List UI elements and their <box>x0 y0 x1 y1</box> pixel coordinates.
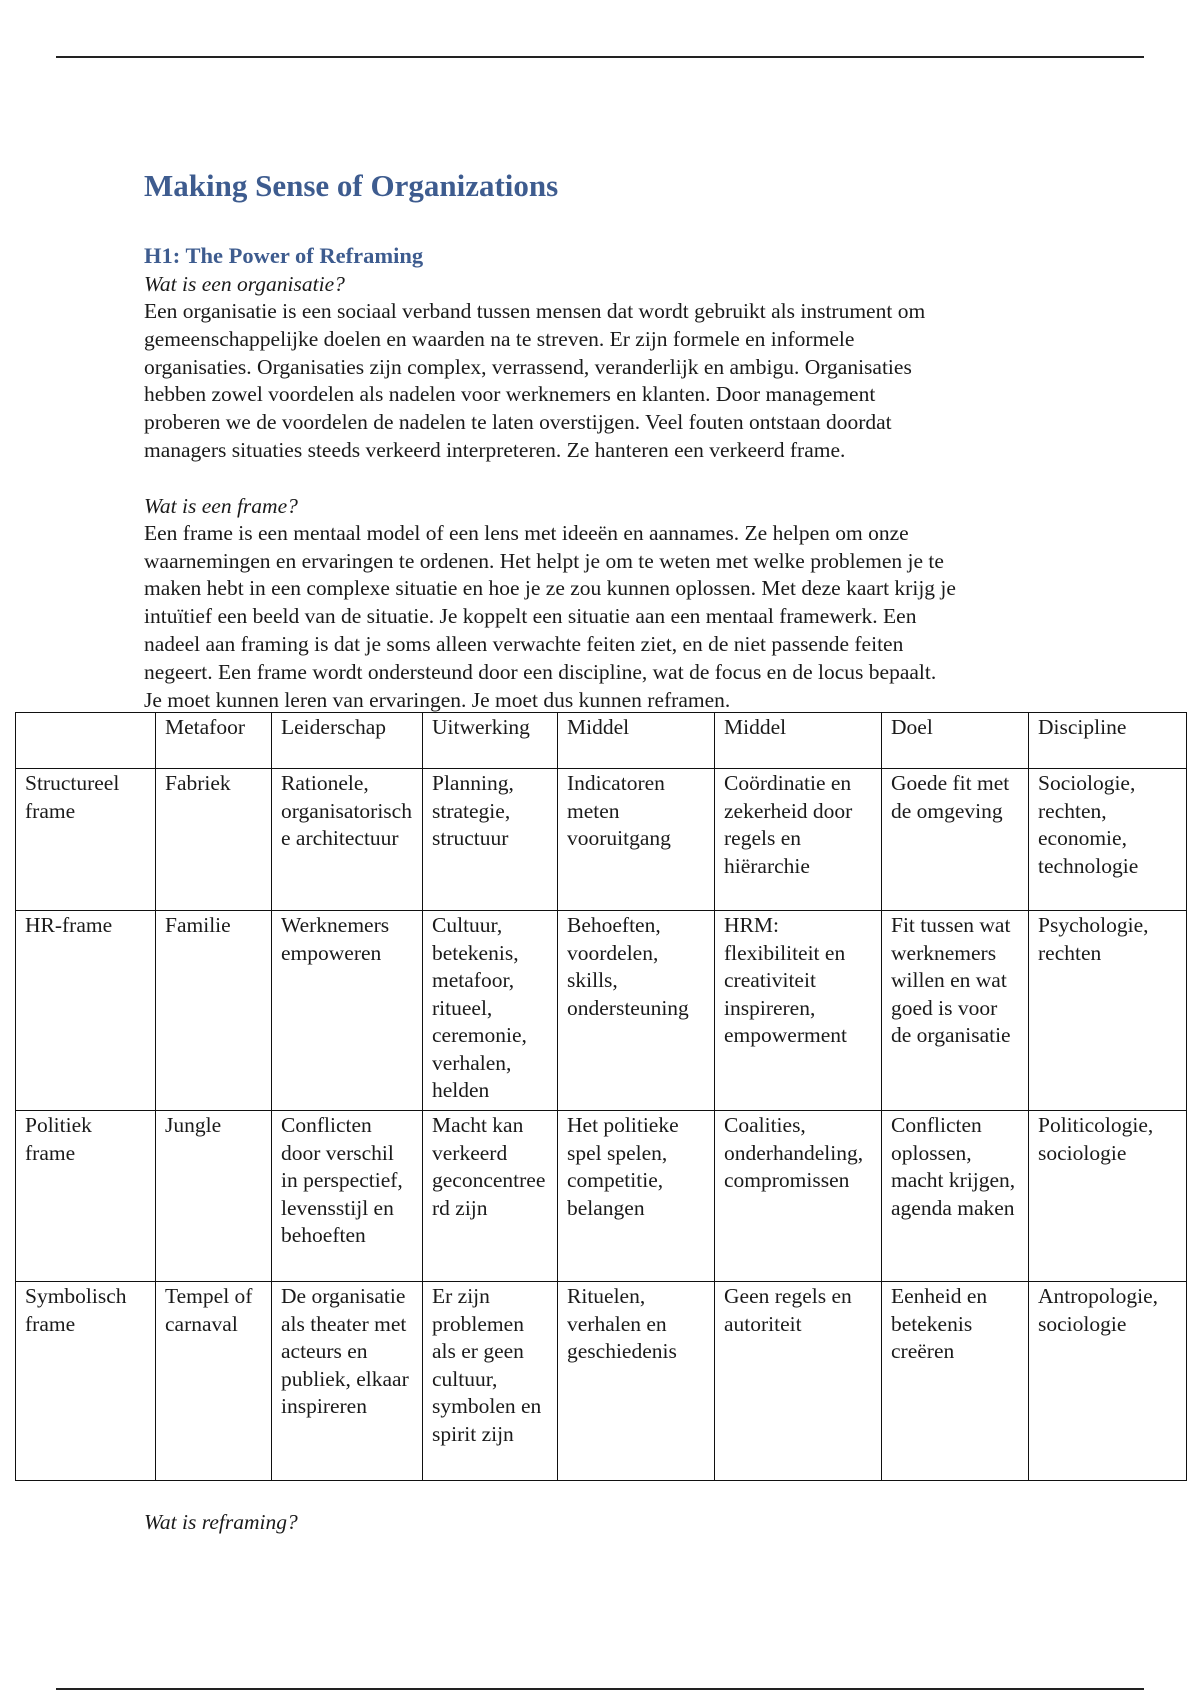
table-cell: Structureel frame <box>16 769 156 911</box>
table-cell: Sociologie, rechten, economie, technologie <box>1029 769 1187 911</box>
table-cell: De organisatie als theater met acteurs en publiek, elkaar inspireren <box>272 1282 423 1481</box>
paragraph-line: Je moet kunnen leren van ervaringen. Je moet dus kunnen reframen. <box>144 687 731 712</box>
document-body <box>144 166 1064 714</box>
table-cell: Psychologie, rechten <box>1029 911 1187 1111</box>
paragraph-line: Een organisatie is een sociaal verband tussen mensen dat wordt gebruikt als instrument om <box>144 299 926 323</box>
header-cell: Leiderschap <box>272 713 423 769</box>
closing-question: Wat is reframing? <box>144 1510 298 1534</box>
table-row <box>16 769 1187 911</box>
section-paragraph <box>144 298 1064 465</box>
table-cell: Conflicten door verschil in perspectief, levensstijl en behoeften <box>272 1111 423 1282</box>
table-cell: Fit tussen wat werknemers willen en wat goed is voor de organisatie <box>882 911 1029 1111</box>
table-cell: Indicatoren meten vooruitgang <box>558 769 715 911</box>
table-cell: Jungle <box>156 1111 272 1282</box>
paragraph-line: gemeenschappelijke doelen en waarden na te streven. Er zijn formele en informele <box>144 326 855 351</box>
paragraph-line: proberen we de voordelen de nadelen te laten overstijgen. Veel fouten ontstaan doordat <box>144 410 892 435</box>
table-cell: Werknemers empoweren <box>272 911 423 1111</box>
table-cell: Politicologie, sociologie <box>1029 1111 1187 1282</box>
table-cell: Familie <box>156 911 272 1111</box>
header-cell: Middel <box>558 713 715 769</box>
frames-table <box>15 712 1187 1481</box>
paragraph-line: managers situaties steeds verkeerd interpreteren. Ze hanteren een verkeerd frame. <box>144 437 846 462</box>
header-cell <box>16 713 156 769</box>
paragraph-line: maken hebt in een complexe situatie en hoe je ze zou kunnen oplossen. Met deze kaart krijg je <box>144 576 956 601</box>
table-cell: Antropologie, sociologie <box>1029 1282 1187 1481</box>
paragraph-line: organisaties. Organisaties zijn complex, verrassend, veranderlijk en ambigu. Organisaties <box>144 354 912 379</box>
table-cell: Rationele, organisatorische architectuur <box>272 769 423 911</box>
table-cell: HR-frame <box>16 911 156 1111</box>
paragraph-line: negeert. Een frame wordt ondersteund door een discipline, wat de focus en de locus bepaalt. <box>144 659 937 684</box>
table-cell: Er zijn problemen als er geen cultuur, symbolen en spirit zijn <box>423 1282 558 1481</box>
table-cell: Cultuur, betekenis, metafoor, ritueel, ceremonie, verhalen, helden <box>423 911 558 1111</box>
table-row <box>16 1282 1187 1481</box>
paragraph-line: nadeel aan framing is dat je soms alleen verwachte feiten ziet, en de niet passende feiten <box>144 631 904 656</box>
header-cell: Middel <box>715 713 882 769</box>
table-cell: Coalities, onderhandeling, compromissen <box>715 1111 882 1282</box>
table-cell: Fabriek <box>156 769 272 911</box>
table-header-row <box>16 713 1187 769</box>
table-cell: Rituelen, verhalen en geschiedenis <box>558 1282 715 1481</box>
table-cell: Planning, strategie, structuur <box>423 769 558 911</box>
table-cell: Macht kan verkeerd geconcentreerd zijn <box>423 1111 558 1282</box>
table-cell: Geen regels en autoriteit <box>715 1282 882 1481</box>
table-cell: Behoeften, voordelen, skills, ondersteuning <box>558 911 715 1111</box>
document-title: Making Sense of Organizations <box>144 168 559 203</box>
table-cell: Tempel of carnaval <box>156 1282 272 1481</box>
header-cell: Doel <box>882 713 1029 769</box>
table-cell: Conflicten oplossen, macht krijgen, agenda maken <box>882 1111 1029 1282</box>
footer-rule <box>56 1688 1144 1690</box>
section-paragraph <box>144 520 1064 715</box>
table-cell: Het politieke spel spelen, competitie, belangen <box>558 1111 715 1282</box>
table-cell: Eenheid en betekenis creëren <box>882 1282 1029 1481</box>
table-row <box>16 1111 1187 1282</box>
paragraph-line: waarnemingen en ervaringen te ordenen. Het helpt je om te weten met welke problemen je te <box>144 548 944 573</box>
paragraph-line: intuïtief een beeld van de situatie. Je koppelt een situatie aan een mentaal framewerk. Een <box>144 604 917 629</box>
header-cell: Uitwerking <box>423 713 558 769</box>
section-question: Wat is een organisatie? <box>144 272 345 296</box>
chapter-heading: H1: The Power of Reframing <box>144 243 424 268</box>
table-cell: Coördinatie en zekerheid door regels en hiërarchie <box>715 769 882 911</box>
header-cell: Metafoor <box>156 713 272 769</box>
table-cell: Goede fit met de omgeving <box>882 769 1029 911</box>
section-question: Wat is een frame? <box>144 493 298 518</box>
paragraph-line: hebben zowel voordelen als nadelen voor werknemers en klanten. Door management <box>144 382 876 407</box>
header-cell: Discipline <box>1029 713 1187 769</box>
table-row <box>16 911 1187 1111</box>
paragraph-line: Een frame is een mentaal model of een lens met ideeën en aannames. Ze helpen om onze <box>144 520 909 545</box>
header-rule <box>56 56 1144 58</box>
table-cell: Symbolisch frame <box>16 1282 156 1481</box>
table-cell: HRM: flexibiliteit en creativiteit inspireren, empowerment <box>715 911 882 1111</box>
table-cell: Politiek frame <box>16 1111 156 1282</box>
